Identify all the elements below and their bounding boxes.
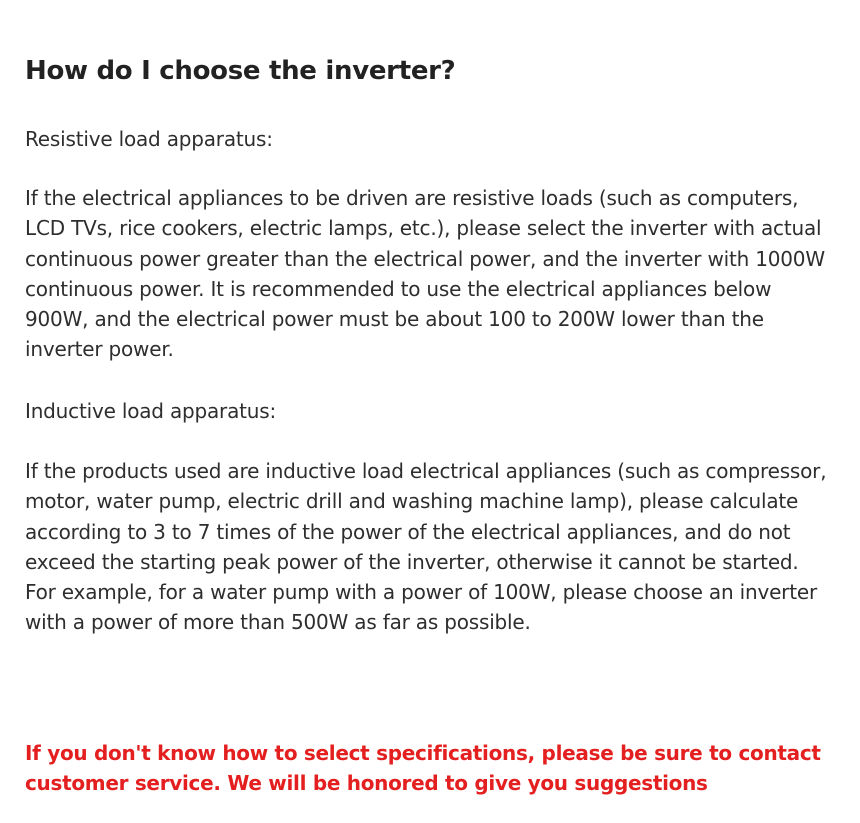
- section-body-resistive: If the electrical appliances to be driven are resistive loads (such as computers, LCD TVs, rice cookers, electric lamps, etc.), please select the inverter with actual continuous power greater than the electrical power, and the inverter with 1000W continuous power. It is recommended to use the electrical appliances below 900W, and the electrical power must be about 100 to 200W lower than the inverter power.: [25, 186, 825, 362]
- section-body-inductive: If the products used are inductive load electrical appliances (such as compressor, motor, water pump, electric drill and washing machine lamp), please calculate according to 3 to 7 times of the power of the electrical appliances, and do not exceed the starting peak power of the inverter, otherwise it cannot be started. For example, for a water pump with a power of 100W, please choose an inverter with a power of more than 500W as far as possible.: [25, 459, 827, 635]
- section-heading-resistive: Resistive load apparatus:: [25, 127, 273, 151]
- section-heading-inductive: Inductive load apparatus:: [25, 399, 276, 423]
- page-title: How do I choose the inverter?: [25, 56, 456, 86]
- contact-notice: If you don't know how to select specifications, please be sure to contact customer service. We will be honored to give you suggestions: [25, 741, 821, 795]
